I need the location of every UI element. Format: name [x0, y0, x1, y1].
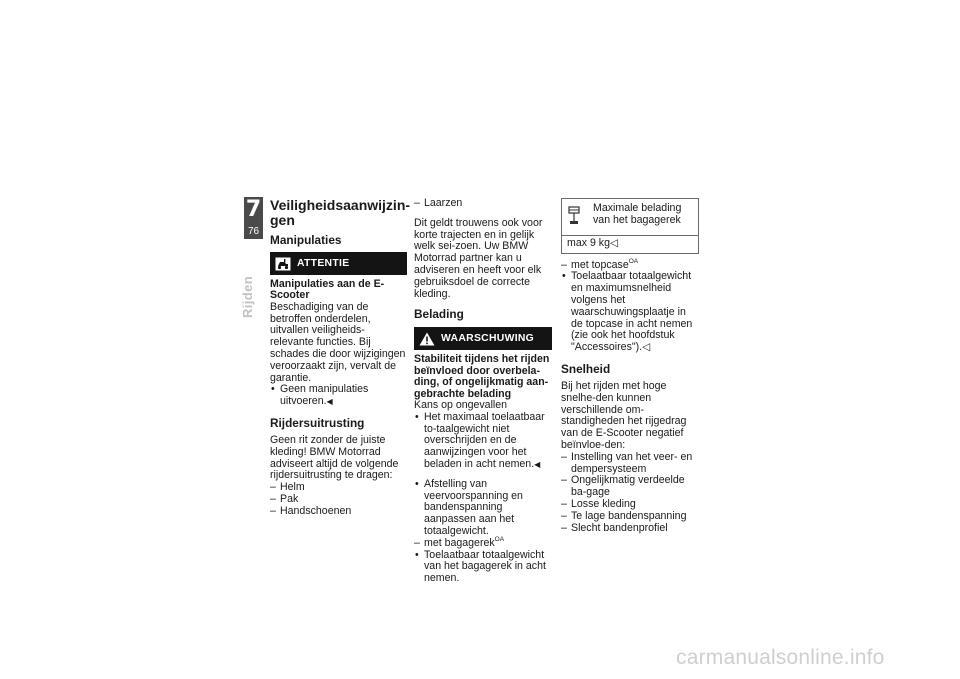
list-item: • Afstelling van veervoorspanning en bandenspanning aanpassen aan het totaalgewicht. — [414, 479, 552, 538]
option-accessory-marker: OA — [494, 535, 505, 543]
section-title: Veiligheidsaanwijzin-gen — [270, 197, 411, 228]
attentie-label: ATTENTIE — [297, 257, 350, 269]
list-item: – Handschoenen — [270, 506, 407, 518]
list-item: – Losse kleding — [561, 499, 699, 511]
watermark: carmanualsonline.info — [676, 646, 885, 669]
list-item: – met bagagerek$^{OA}$ — [414, 538, 552, 550]
spec-value-row — [562, 235, 698, 253]
warning-title: Stabiliteit tijdens het rijden beïnvloed door overbela-ding, of ongelijkmatig aan-gebrachte belading — [414, 353, 550, 400]
heading-belading: Belading — [414, 307, 464, 322]
list-item: – Pak — [270, 494, 407, 506]
page-number: 76 — [247, 226, 260, 237]
laarzen-paragraph: Dit geldt trouwens ook voor korte trajecten en in gelijk welk sei-zoen. Uw BMW Motorrad partner kan u adviseren en heeft voor elk gebruiksdoel de correcte kleding. — [414, 216, 543, 300]
warning-triangle-icon — [419, 331, 435, 347]
heading-rijdersuitrusting: Rijdersuitrusting — [270, 415, 365, 430]
column-2 — [414, 198, 552, 585]
option-accessory-marker: OA — [628, 257, 639, 265]
chapter-title-vertical: Rijden — [240, 275, 255, 318]
end-marker-icon: ◁ — [609, 236, 619, 249]
luggage-rack-icon — [567, 203, 585, 230]
list-item: – Helm — [270, 482, 407, 494]
list-item: • Het maximaal toelaatbaar to-taalgewicht niet overschrijden en de aanwijzingen voor het beladen in acht nemen.◀ — [414, 412, 552, 471]
rijder-text: Geen rit zonder de juiste kleding! BMW Motorrad adviseert altijd de volgende rijdersuitrusting te dragen: — [270, 433, 399, 482]
warning-banner — [414, 327, 552, 350]
heading-manipulaties: Manipulaties — [270, 233, 342, 247]
spec-label: Maximale belading van het bagagerek — [593, 202, 682, 226]
warning-label: WAARSCHUWING — [441, 332, 535, 344]
attentie-title: Manipulaties aan de E-Scooter — [270, 278, 385, 302]
chapter-number: 7 — [245, 197, 262, 222]
list-item: – Instelling van het veer- en dempersysteem — [561, 452, 699, 476]
scooter-caution-icon — [275, 256, 291, 272]
attentie-banner — [270, 252, 407, 275]
list-item: – Slecht bandenprofiel — [561, 523, 699, 535]
list-item: – Laarzen — [414, 198, 552, 210]
heading-snelheid: Snelheid — [561, 361, 611, 376]
list-item: • Toelaatbaar totaalgewicht en maximumsnelheid volgens het waarschuwingsplaatje in de topcase in acht nemen (zie ook het hoofdstuk "Accessoires").◁ — [561, 271, 699, 354]
end-marker-icon: ◁ — [642, 341, 651, 354]
list-item: – met topcase$^{OA}$ — [561, 260, 699, 272]
list-item: – Ongelijkmatig verdeelde ba-gage — [561, 475, 699, 499]
column-3 — [561, 198, 699, 534]
spec-box — [561, 198, 699, 254]
snelheid-text: Bij het rijden met hoge snelhe-den kunnen verschillende om-standigheden het rijgedrag van de E-Scooter negatief beïnvloe-den: — [561, 379, 687, 451]
list-item: • Toelaatbaar totaalgewicht van het bagagerek in acht nemen. — [414, 550, 552, 585]
end-marker-icon: ◀ — [326, 397, 333, 407]
column-1 — [270, 197, 411, 518]
list-item: • Geen manipulaties uitvoeren.◀ — [270, 384, 407, 408]
list-item: – Te lage bandenspanning — [561, 511, 699, 523]
warning-subtitle: Kans op ongevallen — [414, 399, 508, 411]
attentie-text: Beschadiging van de betroffen onderdelen, uitvallen veiligheids-relevante functies. Bij schades die door wijzigingen veroorzaakt zijn, vervalt de garantie. — [270, 300, 406, 384]
spec-value: max 9 kg — [567, 236, 610, 249]
end-marker-icon: ◀ — [534, 459, 541, 469]
